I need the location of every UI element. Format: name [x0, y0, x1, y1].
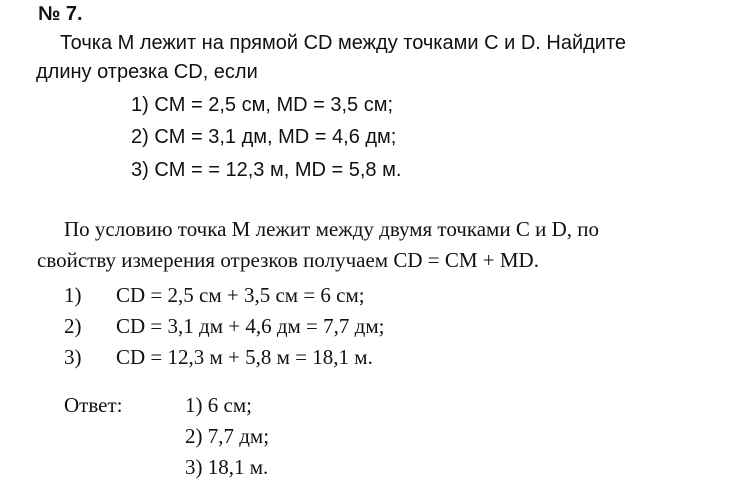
condition-2: 2) CM = 3,1 дм, MD = 4,6 дм; — [131, 126, 397, 148]
solution-line2: свойству измерения отрезков получаем CD = CM + MD. — [37, 248, 539, 272]
step-text: CD = 3,1 дм + 4,6 дм = 7,7 дм; — [116, 314, 385, 338]
solution-step-3 — [64, 345, 373, 369]
step-number: 1) — [64, 283, 82, 307]
answer-item-1: 1) 6 см; — [185, 393, 252, 417]
solution-line1: По условию точка M лежит между двумя точками C и D, по — [64, 217, 599, 241]
solution-step-2 — [64, 314, 384, 338]
answer-item-3: 3) 18,1 м. — [185, 455, 269, 479]
problem-statement-line2: длину отрезка CD, если — [36, 61, 258, 83]
solution-step-1 — [64, 283, 365, 307]
answer-item-2: 2) 7,7 дм; — [185, 424, 270, 448]
condition-1: 1) CM = 2,5 см, MD = 3,5 см; — [131, 94, 394, 116]
step-number: 3) — [64, 345, 82, 369]
step-text: CD = 2,5 см + 3,5 см = 6 см; — [116, 283, 365, 307]
condition-3: 3) CM = = 12,3 м, MD = 5,8 м. — [131, 159, 402, 181]
problem-statement-line1: Точка M лежит на прямой CD между точками C и D. Найдите — [60, 32, 627, 54]
problem-number: № 7. — [38, 3, 83, 25]
step-number: 2) — [64, 314, 82, 338]
answer-label: Ответ: — [64, 393, 123, 417]
step-text: CD = 12,3 м + 5,8 м = 18,1 м. — [116, 345, 373, 369]
